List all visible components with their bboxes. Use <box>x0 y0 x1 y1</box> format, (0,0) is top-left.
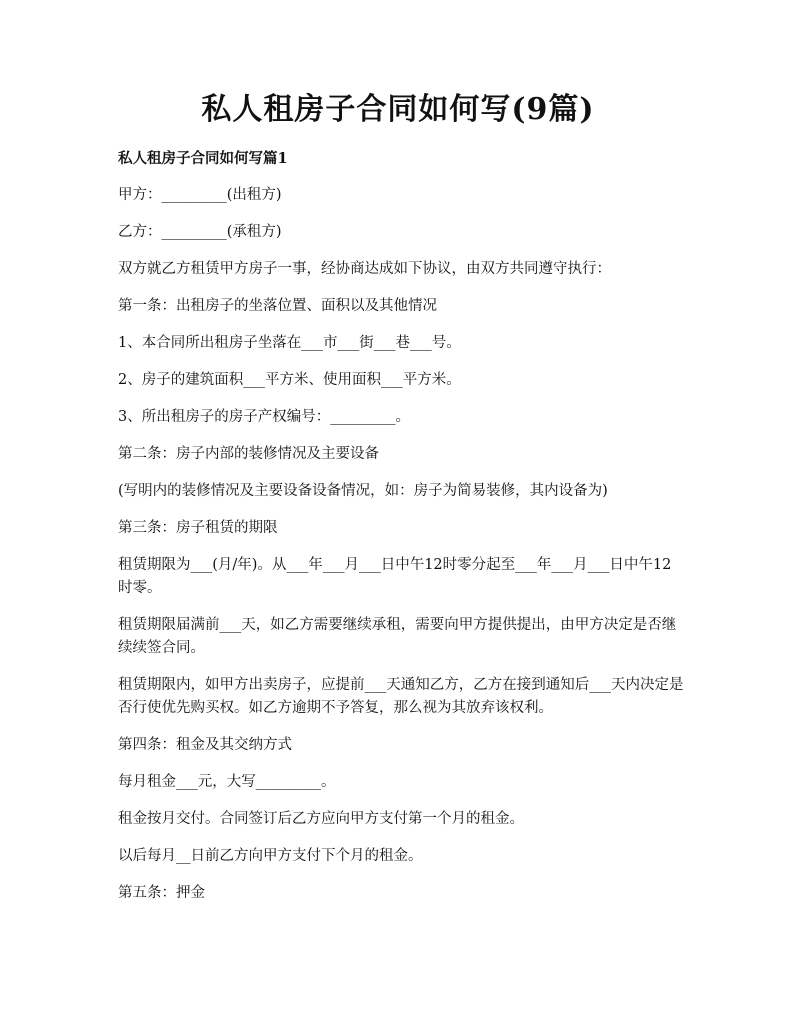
document-title: 私人租房子合同如何写(9篇) <box>201 92 595 127</box>
agreement-intro: 双方就乙方租赁甲方房子一事，经协商达成如下协议，由双方共同遵守执行： <box>118 261 611 277</box>
article-4-heading: 第四条：租金及其交纳方式 <box>118 737 292 753</box>
party-a-line: 甲方：_________(出租方) <box>118 187 282 203</box>
rent-payment-line: 租金按月交付。合同签订后乙方应向甲方支付第一个月的租金。 <box>118 811 524 827</box>
section-heading: 私人租房子合同如何写篇1 <box>118 150 288 167</box>
monthly-rent-line: 每月租金___元，大写_________。 <box>118 774 336 790</box>
article-2-heading: 第二条：房子内部的装修情况及主要设备 <box>118 446 379 462</box>
article-1-item-1: 1、本合同所出租房子坐落在___市___街___巷___号。 <box>118 335 461 351</box>
article-1-heading: 第一条：出租房子的坐落位置、面积以及其他情况 <box>118 298 437 314</box>
document-body <box>118 147 684 919</box>
article-5-heading: 第五条：押金 <box>118 885 205 901</box>
article-1-item-2: 2、房子的建筑面积___平方米、使用面积___平方米。 <box>118 372 461 388</box>
article-3-heading: 第三条：房子租赁的期限 <box>118 520 278 536</box>
preemptive-right-paragraph: 租赁期限内，如甲方出卖房子，应提前___天通知乙方，乙方在接到通知后___天内决定是否行使优先购买权。如乙方逾期不予答复，那么视为其放弃该权利。 <box>118 677 684 716</box>
party-b-line: 乙方：_________(承租方) <box>118 224 282 240</box>
lease-term-paragraph: 租赁期限为___(月/年)。从___年___月___日中午12时零分起至___年___月___日中午12时零。 <box>118 557 672 596</box>
article-2-note: (写明内的装修情况及主要设备设备情况，如：房子为简易装修，其内设备为) <box>118 483 608 499</box>
subsequent-payment-line: 以后每月__日前乙方向甲方支付下个月的租金。 <box>118 848 423 864</box>
lease-renewal-paragraph: 租赁期限届满前___天，如乙方需要继续承租，需要向甲方提供提出，由甲方决定是否继续续签合同。 <box>118 617 677 656</box>
article-1-item-3: 3、所出租房子的房子产权编号：_________。 <box>118 409 410 425</box>
